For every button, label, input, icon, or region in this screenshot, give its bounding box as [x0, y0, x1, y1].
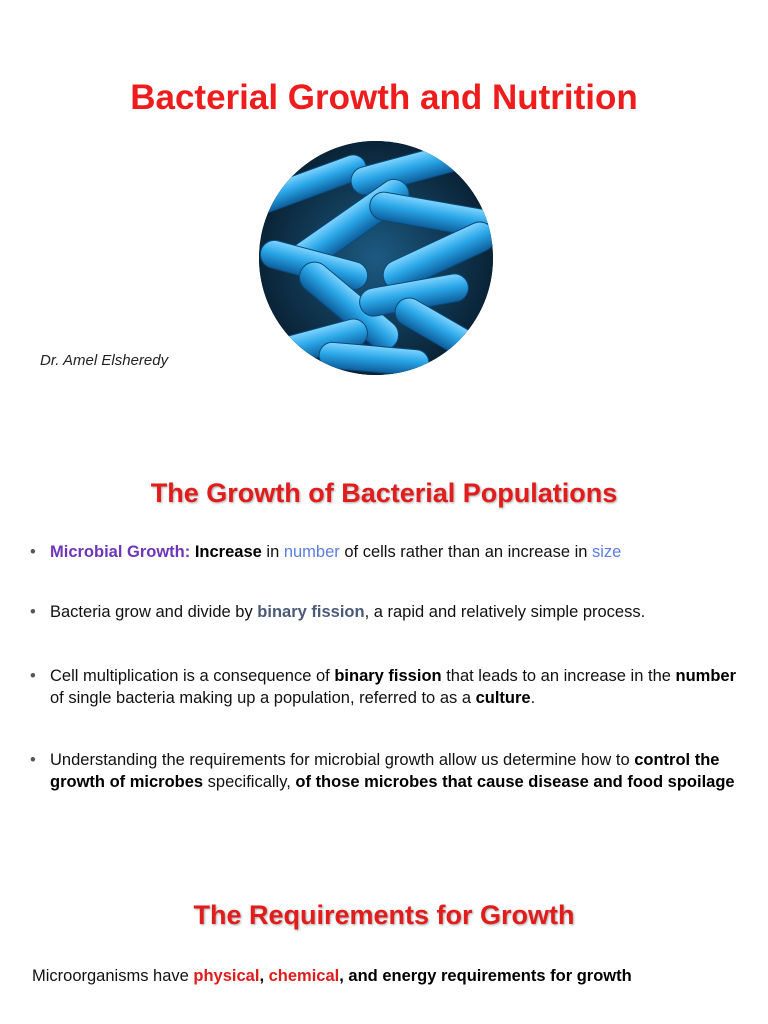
term-culture: culture	[475, 689, 531, 707]
bullet-dot-icon: •	[30, 751, 36, 769]
term-number: number	[675, 667, 737, 685]
term-energy-requirements: , and energy requirements for growth	[339, 967, 632, 985]
term-microbial-growth: Microbial Growth:	[50, 543, 191, 561]
bacteria-image	[259, 141, 493, 375]
section-heading-requirements: The Requirements for Growth	[193, 900, 575, 930]
text-span: Understanding the requirements for microbial growth allow us determine how to	[50, 751, 635, 769]
rod-bacteria-icon	[259, 141, 493, 375]
term-binary-fission: binary fission	[257, 603, 365, 621]
author-name: Dr. Amel Elsheredy	[40, 352, 169, 369]
term-increase: Increase	[194, 543, 262, 561]
text-span: Microorganisms have	[32, 967, 194, 985]
text-span: Cell multiplication is a consequence of	[50, 667, 335, 685]
term-binary-fission: binary fission	[334, 667, 442, 685]
term-control-growth: control the growth of microbes	[50, 751, 720, 791]
bullet-requirements	[30, 749, 740, 793]
term-chemical: chemical	[268, 967, 340, 985]
text-span: .	[530, 689, 536, 707]
text-span: of cells rather than an increase in	[339, 543, 593, 561]
text-span: that leads to an increase in the	[441, 667, 676, 685]
text-span: specifically,	[203, 773, 296, 791]
term-physical: physical	[193, 967, 260, 985]
section-heading-growth: The Growth of Bacterial Populations	[150, 478, 618, 508]
bullet-dot-icon: •	[30, 603, 36, 621]
text-span: of single bacteria making up a population, referred to as a	[50, 689, 476, 707]
term-number: number	[283, 543, 340, 561]
document-title: Bacterial Growth and Nutrition	[130, 78, 638, 117]
bullet-binary-fission	[30, 601, 645, 623]
term-disease-spoilage: of those microbes that cause disease and food spoilage	[295, 773, 735, 791]
bullet-microbial-growth	[30, 541, 621, 563]
bullet-dot-icon: •	[30, 543, 36, 561]
bullet-cell-multiplication	[30, 665, 740, 709]
text-span: Bacteria grow and divide by	[50, 603, 258, 621]
requirements-text	[32, 967, 632, 986]
text-span: , a rapid and relatively simple process.	[364, 603, 646, 621]
text-span: ,	[259, 967, 269, 985]
text-span: in	[261, 543, 284, 561]
term-size: size	[592, 543, 622, 561]
bullet-dot-icon: •	[30, 667, 36, 685]
